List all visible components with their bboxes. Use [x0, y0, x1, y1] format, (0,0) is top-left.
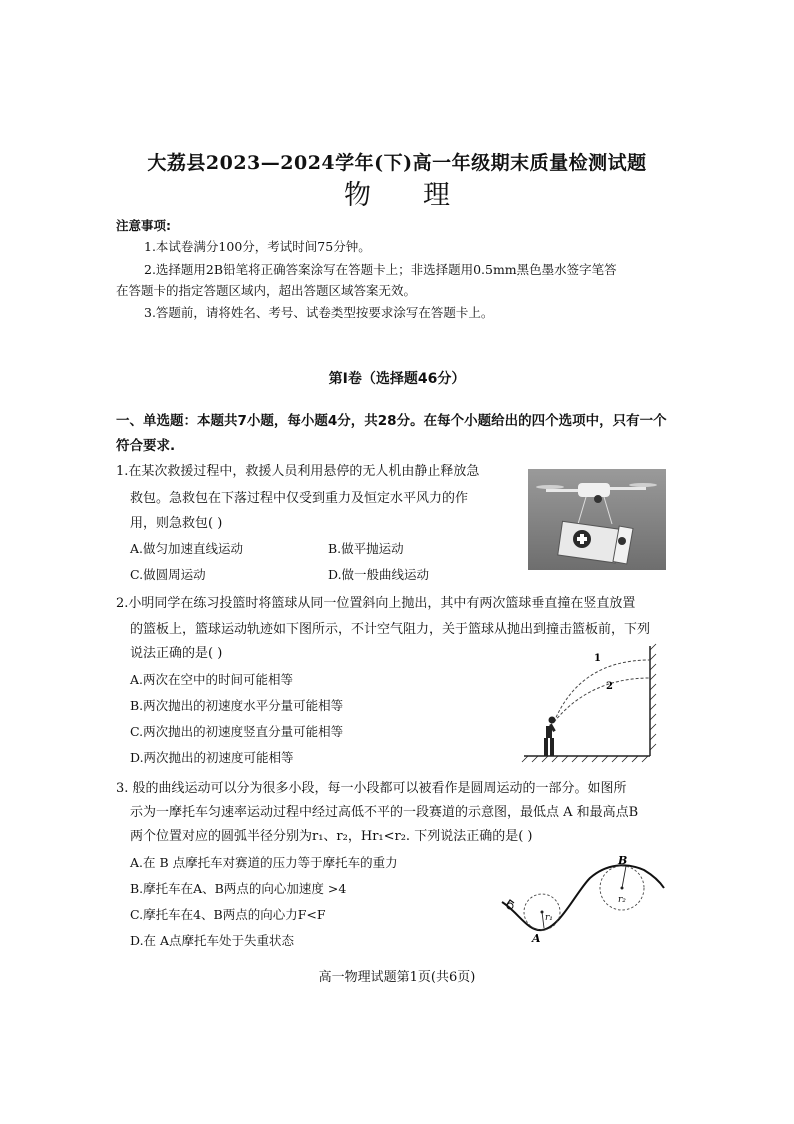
- question-2-option-a: A.两次在空中的时间可能相等: [130, 672, 294, 687]
- question-3-option-a: A.在 B 点摩托车对赛道的压力等于摩托车的重力: [130, 855, 398, 870]
- notice-line: 3.答题前，请将姓名、考号、试卷类型按要求涂写在答题卡上。: [144, 305, 494, 320]
- question-1-line: 1.在某次救援过程中，救援人员利用悬停的无人机由静止释放急: [116, 464, 480, 479]
- notice-line: 在答题卡的指定答题区域内，超出答题区域答案无效。: [116, 283, 417, 298]
- question-1-line: 用，则急救包( ): [130, 516, 223, 531]
- question-3-option-d: D.在 A点摩托车处于失重状态: [130, 933, 295, 948]
- radius-r2-label: r₂: [618, 895, 626, 905]
- exam-title: 大荔县2023—2024学年(下)高一年级期末质量检测试题: [147, 152, 647, 174]
- part-heading: 符合要求.: [116, 438, 176, 454]
- question-1-line: 救包。急救包在下落过程中仅受到重力及恒定水平风力的作: [130, 491, 469, 506]
- question-3-line: 两个位置对应的圆弧半径分别为r₁、r₂，Hr₁<r₂. 下列说法正确的是( ): [130, 829, 533, 844]
- question-3-option-c: C.摩托车在4、B两点的向心力F<F: [130, 907, 326, 922]
- question-3-line: 3. 般的曲线运动可以分为很多小段，每一小段都可以被看作是圆周运动的一部分。如图所: [116, 781, 627, 796]
- point-b-label: B: [618, 854, 628, 867]
- notice-line: 2.选择题用2B铅笔将正确答案涂写在答题卡上；非选择题用0.5mm黑色墨水签字笔答: [144, 262, 617, 277]
- question-2-line: 的篮板上，篮球运动轨迹如下图所示，不计空气阻力，关于篮球从抛出到撞击篮板前，下列: [130, 622, 651, 637]
- point-a-label: A: [532, 932, 541, 945]
- notice-line: 1.本试卷满分100分，考试时间75分钟。: [144, 239, 371, 254]
- trajectory-label-2: 2: [606, 681, 613, 692]
- question-1-option-d: D.做一般曲线运动: [328, 567, 430, 582]
- question-2-option-d: D.两次抛出的初速度可能相等: [130, 750, 294, 765]
- race-track-figure: [498, 850, 668, 948]
- player-figure: [544, 717, 556, 757]
- trajectory-2: [554, 678, 650, 722]
- part-heading: 一、单选题：本题共7小题，每小题4分，共28分。在每个小题给出的四个选项中，只有一个: [116, 413, 667, 429]
- notice-heading: 注意事项:: [116, 218, 171, 233]
- question-2-line: 说法正确的是( ): [130, 646, 223, 661]
- question-1-option-a: A.做匀加速直线运动: [130, 541, 244, 556]
- question-3-line: 示为一摩托车匀速率运动过程中经过高低不平的一段赛道的示意图，最低点 A 和最高点B: [130, 805, 639, 820]
- question-1-option-c: C.做圆周运动: [130, 567, 206, 582]
- basketball-trajectory-figure: [520, 640, 660, 765]
- question-2-line: 2.小明同学在练习投篮时将篮球从同一位置斜向上抛出，其中有两次篮球垂直撞在竖直放置: [116, 596, 636, 611]
- page-footer: 高一物理试题第1页(共6页): [318, 970, 476, 985]
- section-title: 第Ⅰ卷（选择题46分）: [328, 371, 466, 387]
- question-3-option-b: B.摩托车在A、B两点的向心加速度 >4: [130, 881, 347, 896]
- trajectory-label-1: 1: [594, 653, 601, 664]
- radius-r1-label: r₁: [545, 913, 553, 923]
- question-2-option-b: B.两次抛出的初速度水平分量可能相等: [130, 698, 344, 713]
- subject-title: 物理: [344, 180, 502, 211]
- trajectory-1: [554, 660, 650, 722]
- question-1-option-b: B.做平抛运动: [328, 541, 404, 556]
- question-2-option-c: C.两次抛出的初速度竖直分量可能相等: [130, 724, 344, 739]
- drone-photo-figure: [528, 469, 666, 570]
